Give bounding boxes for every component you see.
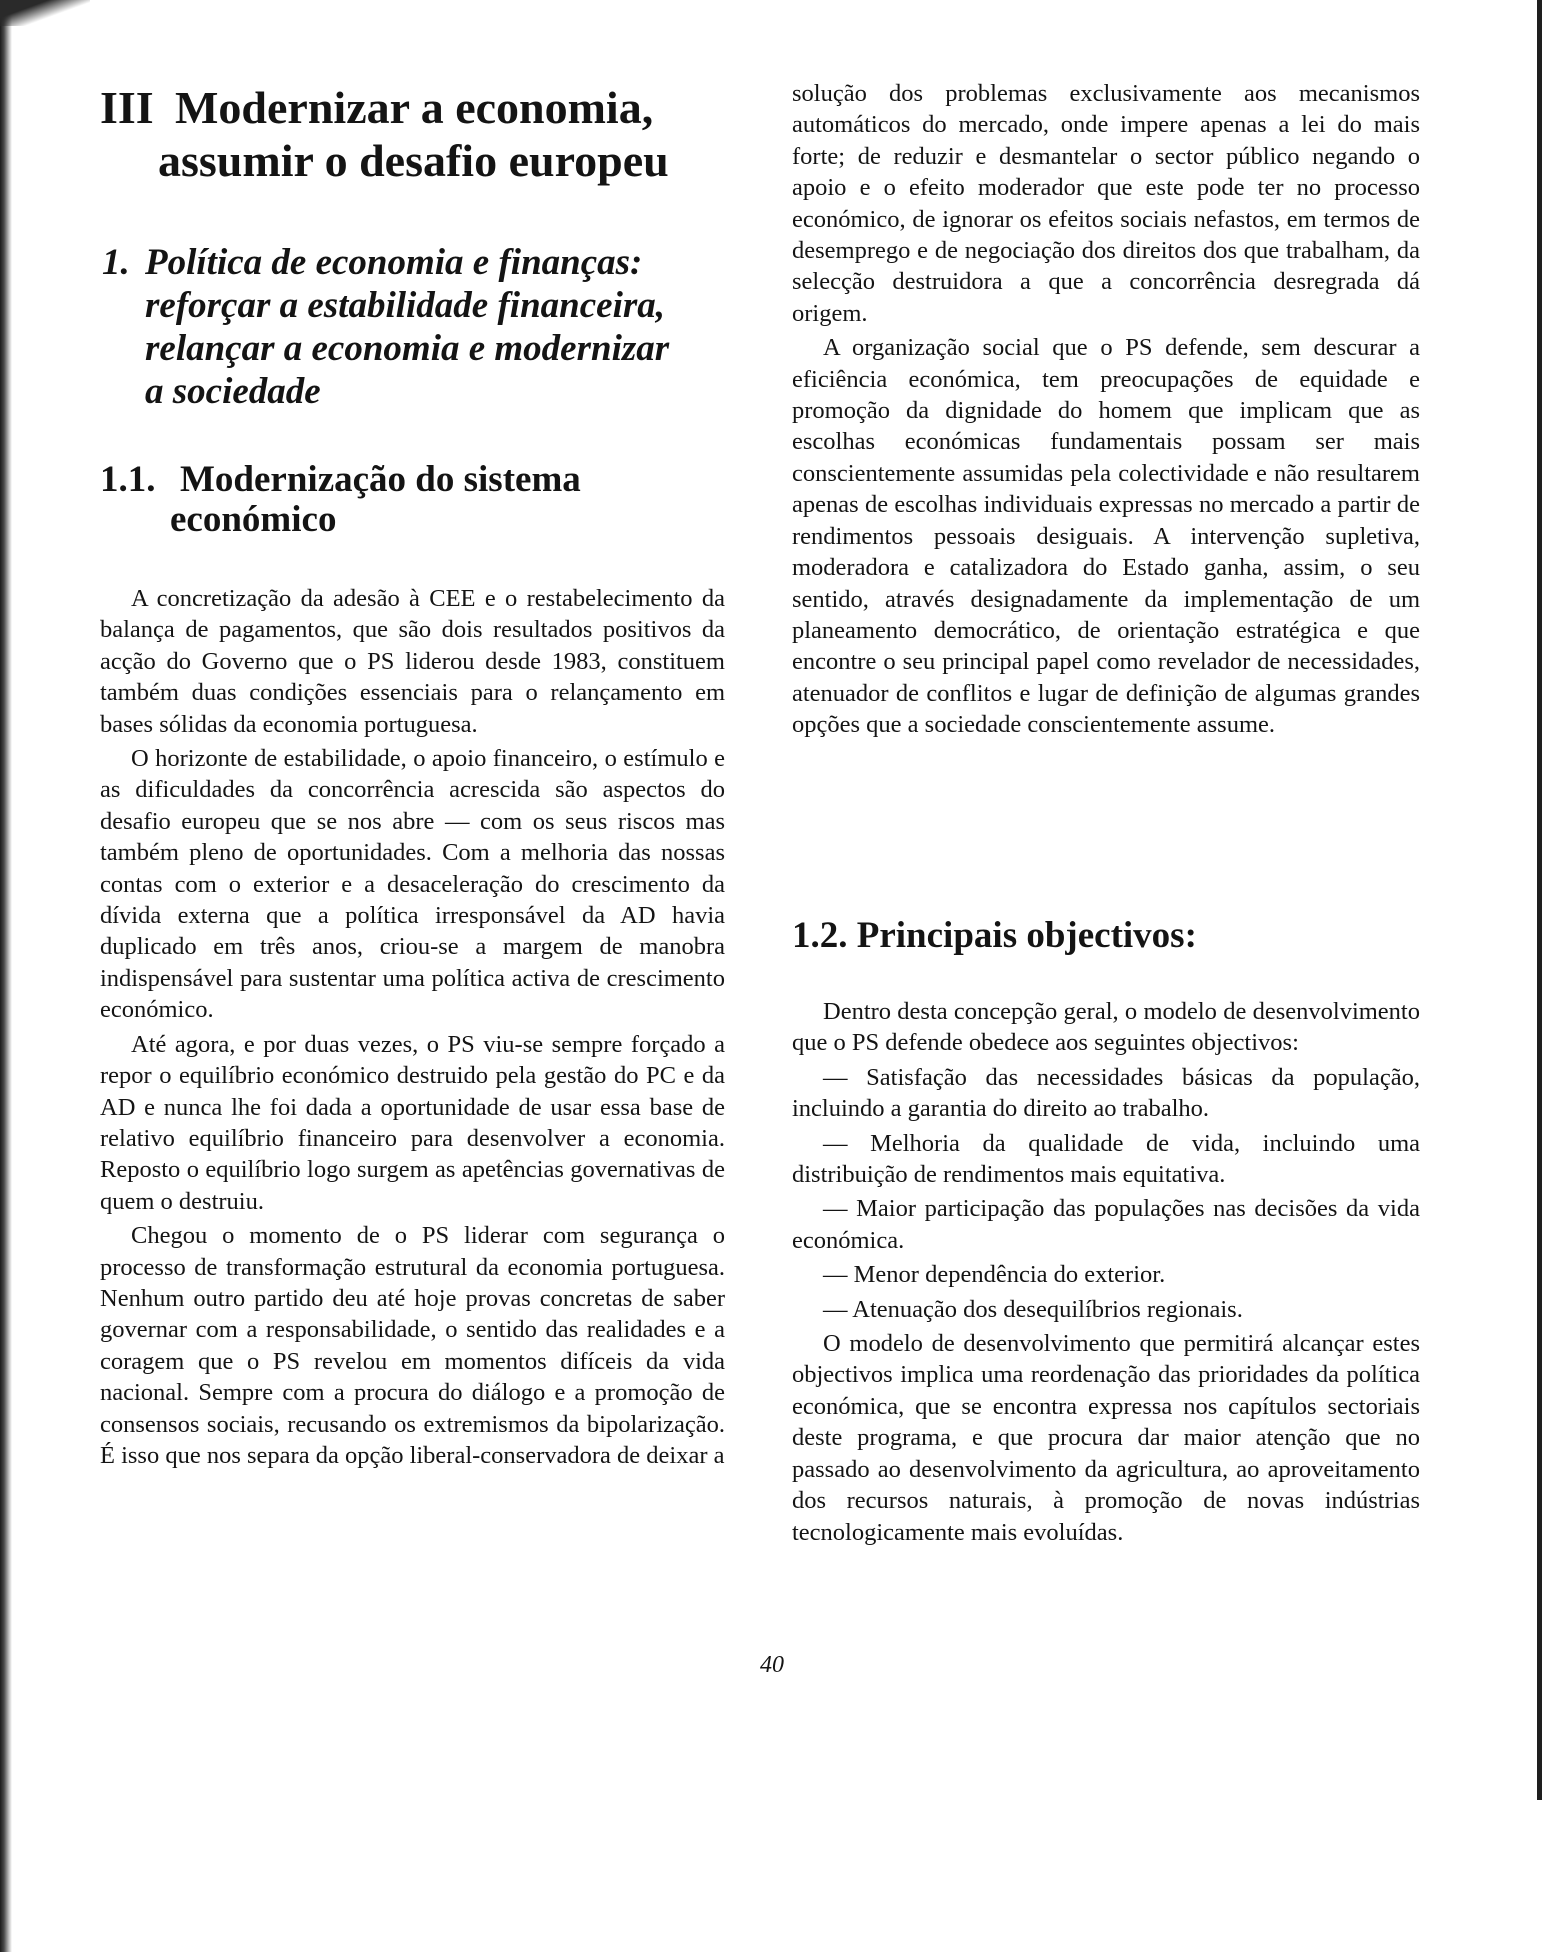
section-title-line-1: Política de economia e finanças:: [145, 242, 643, 283]
objectives-intro: Dentro desta concepção geral, o modelo de desenvolvimento que o PS defende obedece aos seguintes objectivos:: [792, 998, 1420, 1057]
closing-paragraph: O modelo de desenvolvimento que permitirá alcançar estes objectivos implica uma reordenação das prioridades da política económica, que se encontra expressa nos capítulos sectoriais deste programa, e que procura dar maior atenção que no passado ao desenvolvimento da agricultura, ao aproveitamento dos recursos naturais, à promoção de novas indústrias tecnologicamente mais evoluídas.: [792, 1330, 1420, 1546]
objectives-text: [792, 996, 1420, 1551]
paragraph: O horizonte de estabilidade, o apoio financeiro, o estímulo e as dificuldades da concorrência acrescida são aspectos do desafio europeu que se nos abre — com os seus riscos mas também pleno de oportunidades. Com a melhoria das nossas contas com o exterior e a desaceleração do crescimento da dívida externa que a política irresponsável da AD havia duplicado em três anos, criou-se a margem de manobra indispensável para sustentar uma política activa de crescimento económico.: [100, 745, 725, 1024]
objective-item: — Melhoria da qualidade de vida, incluindo uma distribuição de rendimentos mais equitativa.: [792, 1129, 1420, 1189]
objective-item: — Satisfação das necessidades básicas da população, incluindo a garantia do direito ao trabalho.: [792, 1063, 1420, 1123]
subsection-number: 1.1.: [100, 459, 156, 500]
paragraph: Até agora, e por duas vezes, o PS viu-se sempre forçado a repor o equilíbrio económico destruido pela gestão do PC e da AD e nunca lhe foi dada a oportunidade de usar essa base de relativo equilíbrio financeiro para desenvolver a economia. Reposto o equilíbrio logo surgem as apetências governativas de quem o destruiu.: [100, 1030, 725, 1215]
subsection-title-line-1: Modernização do sistema: [180, 459, 581, 500]
part-title-line-1: Modernizar a economia,: [175, 82, 654, 133]
section-title-line-3: relançar a economia e modernizar: [145, 328, 670, 369]
scan-right-edge: [1537, 0, 1542, 1800]
subsection-title-line-2: económico: [170, 499, 337, 540]
subsection-heading-1-2: 1.2. Principais objectivos:: [792, 915, 1197, 956]
part-title-line-2: assumir o desafio europeu: [158, 135, 669, 186]
objective-item: — Maior participação das populações nas decisões da vida económica.: [792, 1195, 1420, 1254]
paragraph: solução dos problemas exclusivamente aos mecanismos automáticos do mercado, onde impere apenas a lei do mais forte; de reduzir e desmantelar o sector público negando o apoio e o efeito moderador que este pode ter no processo económico, de ignorar os efeitos sociais nefastos, em termos de desemprego e de negociação dos direitos dos que trabalham, da selecção destruidora a que a concorrência desregrada dá origem.: [792, 80, 1420, 327]
section-number: 1.: [102, 242, 130, 283]
paragraph: A organização social que o PS defende, sem descurar a eficiência económica, tem preocupações de equidade e promoção da dignidade do homem que implicam que as escolhas económicas fundamentais possam ser mais conscientemente assumidas pela colectividade e não resultarem apenas de escolhas individuais expressas no mercado a partir de rendimentos pessoais desiguais. A intervenção supletiva, moderadora e catalizadora do Estado ganha, assim, o seu sentido, através designadamente da implementação de um planeamento democrático, de orientação estratégica e que encontre o seu principal papel como revelador de necessidades, atenuador de conflitos e lugar de definição de algumas grandes opções que a sociedade conscientemente assume.: [792, 334, 1420, 739]
section-title-line-4: a sociedade: [145, 371, 321, 412]
objective-item: — Menor dependência do exterior.: [823, 1261, 1166, 1289]
part-number: III: [100, 82, 154, 133]
left-body-text: [100, 583, 725, 1474]
paragraph: Chegou o momento de o PS liderar com segurança o processo de transformação estrutural da economia portuguesa. Nenhum outro partido deu até hoje provas concretas de saber governar com a responsabilidade, o sentido das realidades e a coragem que o PS revelou em momentos difíceis da vida nacional. Sempre com a procura do diálogo e a promoção de consensos sociais, recusando os extremismos da bipolarização. É isso que nos separa da opção liberal-conservadora de deixar a: [100, 1222, 725, 1469]
paragraph: A concretização da adesão à CEE e o restabelecimento da balança de pagamentos, que são dois resultados positivos da acção do Governo que o PS liderou desde 1983, constituem também duas condições essenciais para o relançamento em bases sólidas da economia portuguesa.: [100, 585, 725, 738]
section-title-line-2: reforçar a estabilidade financeira,: [145, 285, 666, 326]
scan-corner-shadow: [0, 0, 90, 26]
right-body-text: [792, 78, 1420, 744]
scan-left-edge: [0, 0, 12, 1952]
objective-item: — Atenuação dos desequilíbrios regionais.: [823, 1295, 1243, 1323]
page-number: 40: [760, 1652, 784, 1678]
